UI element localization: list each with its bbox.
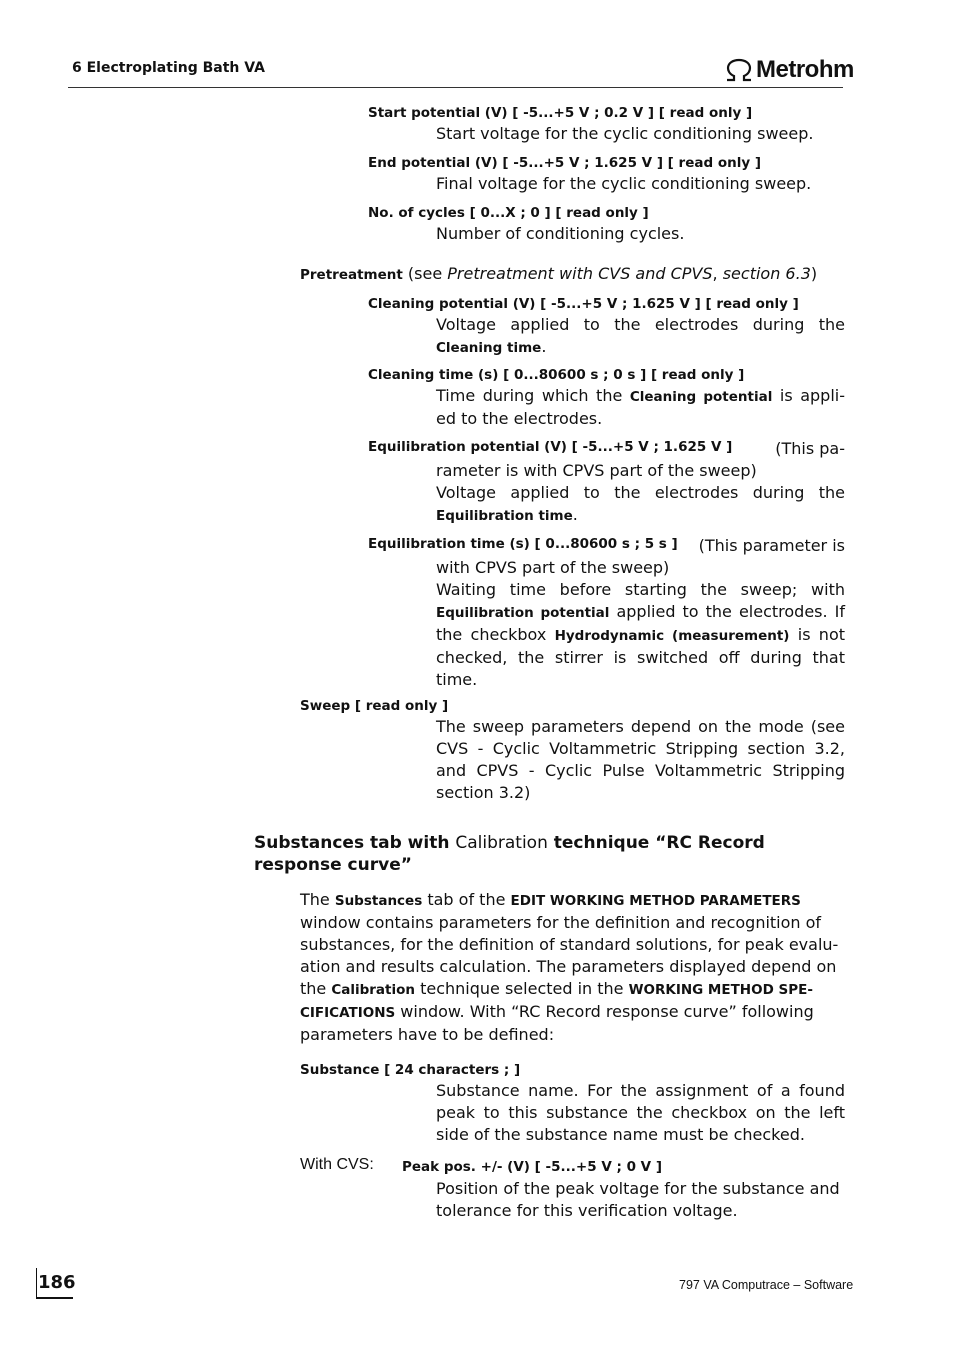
footer-page-bracket [36,1268,37,1298]
param-equil-time-note: with CPVS part of the sweep) [436,558,670,577]
footer-product: 797 VA Computrace – Software [679,1278,854,1292]
param-cleaning-potential-desc-line2: Cleaning time. [436,337,547,356]
with-cvs-prefix: With CVS: [300,1156,374,1173]
param-peak-pos-label: Peak pos. +/- (V) [ -5...+5 V ; 0 V ] [402,1159,662,1175]
brand-logo [724,56,854,84]
param-substance-desc: Substance name. For the assignment of a found peak to this substance the checkbox on the left side of the substance name must be checked. [436,1081,845,1144]
sweep-desc: The sweep parameters depend on the mode (see CVS - Cyclic Voltammetric Stripping section 3.2, and CPVS - Cyclic Pulse Voltammetric Stripping section 3.2) [436,717,845,802]
pretreatment-ref: Pretreatment with CVS and CPVS [447,264,713,283]
param-cycles-label: No. of cycles [ 0...X ; 0 ] [ read only ] [368,205,649,221]
param-end-potential-label: End potential (V) [ -5...+5 V ; 1.625 V ] [ read only ] [368,155,762,171]
param-end-potential-desc: Final voltage for the cyclic conditioning sweep. [436,174,812,193]
param-equil-time-desc: Waiting time before starting the sweep; with Equilibration potential applied to the electrodes. If the checkbox Hydrodynamic (measurement) is not checked, the stirrer is switched off during that time. [436,580,846,689]
omega-logo-icon [724,58,754,82]
param-equil-potential-label-row: Equilibration potential (V) [ -5...+5 V ; 1.625 V ] (This pa- [368,439,845,458]
param-cleaning-potential-label: Cleaning potential (V) [ -5...+5 V ; 1.625 V ] [ read only ] [368,296,799,312]
param-equil-potential-desc-line1: Voltage applied to the electrodes during the [436,483,845,502]
param-peak-pos-desc: Position of the peak voltage for the substance and tolerance for this verification voltage. [436,1179,840,1220]
param-cleaning-time-label: Cleaning time (s) [ 0...80600 s ; 0 s ] [ read only ] [368,367,745,383]
param-cleaning-potential-desc-line1: Voltage applied to the electrodes during the [436,315,845,334]
param-start-potential-desc: Start voltage for the cyclic conditioning sweep. [436,124,814,143]
param-equil-potential-note: rameter is with CPVS part of the sweep) [436,461,757,480]
param-cleaning-time-desc: Time during which the Cleaning potential is appli-ed to the electrodes. [436,386,845,428]
param-substance-label: Substance [ 24 characters ; ] [300,1062,521,1078]
section-heading: Substances tab with Calibration technique “RC Record response curve” [254,833,765,875]
running-header-section: 6 Electroplating Bath VA [72,60,265,76]
param-equil-potential-desc-line2: Equilibration time. [436,505,578,524]
brand-name: Metrohm [756,56,854,83]
pretreatment-heading: Pretreatment (see Pretreatment with CVS and CPVS, section 6.3) [300,264,818,283]
sweep-label: Sweep [ read only ] [300,698,449,714]
param-cycles-desc: Number of conditioning cycles. [436,224,685,243]
param-equil-time-label-row: Equilibration time (s) [ 0...80600 s ; 5 s ] (This parameter is [368,536,845,555]
footer-page-rule [36,1297,73,1299]
header-rule [68,87,843,88]
intro-paragraph: The Substances tab of the EDIT WORKING METHOD PARAMETERS window contains parameters for the definition and recognition of substances, for the definition of standard solutions, for peak evalu-ation and results calculation. The parameters displayed depend on the Calibration technique selected in the WORKING METHOD SPE-CIFICATIONS window. With “RC Record response curve” following parameters have to be defined: [300,890,839,1044]
page-number: 186 [38,1272,76,1293]
param-start-potential-label: Start potential (V) [ -5...+5 V ; 0.2 V ] [ read only ] [368,105,753,121]
